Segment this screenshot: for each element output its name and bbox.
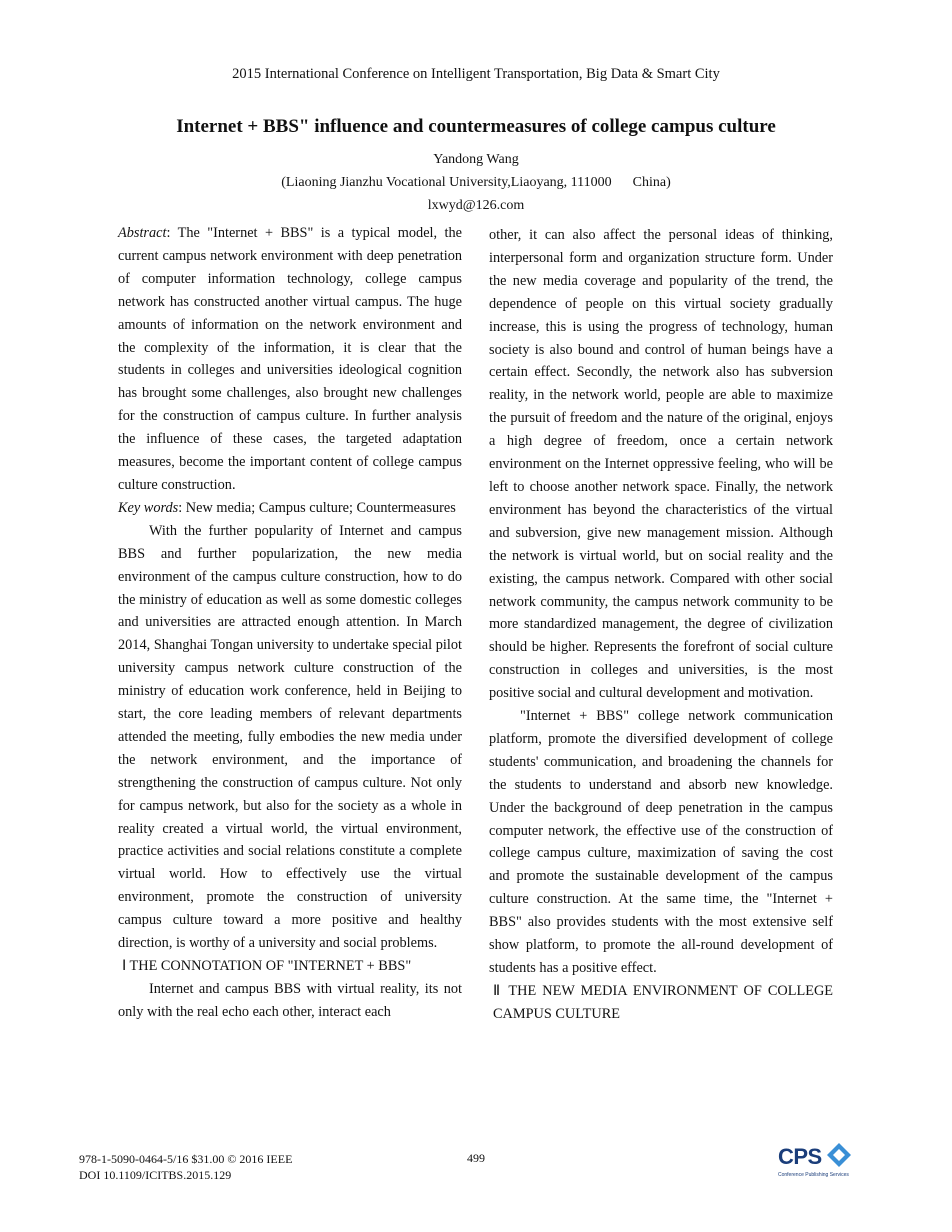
keywords-text: : New media; Campus culture; Countermeasures xyxy=(178,499,456,516)
paper-title: Internet + BBS" influence and countermeasures of college campus culture xyxy=(176,116,776,137)
author-affiliation: (Liaoning Jianzhu Vocational University,Liaoyang, 111000 China) xyxy=(281,175,671,190)
abstract-text: : The "Internet + BBS" is a typical model, the current campus network environment with deep penetration of computer information technology, college campus network has constructed another virtual campus. The huge amounts of information on the network environment and the complexity of the information, it is clear that the students in colleges and universities ideological cognition has brought some challenges, also brought new challenges for the construction of campus culture. In further analysis the influence of these cases, the targeted adaptation measures, become the important content of college campus culture construction. xyxy=(118,225,462,493)
body-paragraph: other, it can also affect the personal ideas of thinking, interpersonal form and organization structure form. Under the new media coverage and popularity of the trend, the dependence of people on this virtual society gradually increase, this is using the progress of technology, human society is also bound and control of human beings have a certain effect. Secondly, the network also has subversion reality, in the network world, people are able to maximize the pursuit of freedom and the nature of the original, enjoys a high degree of freedom, once a certain network environment on the Internet oppressive feeling, who will be left to choose another network space. Finally, the network environment has beyond the characteristics of the virtual and subversion, give new management mission. Although the network is virtual world, but on social reality and the existing, the campus network. Compared with other social network community, the campus network community to be more standardized management, the degree of civilization should be higher. Represents the forefront of social culture construction in colleges and universities, is the most positive social and cultural development and motivation. xyxy=(489,227,833,702)
cps-logo-subtitle: Conference Publishing Services xyxy=(778,1172,849,1178)
author-email: lxwyd@126.com xyxy=(427,198,525,213)
left-column xyxy=(118,222,462,1024)
body-paragraph: Internet and campus BBS with virtual reality, its not only with the real echo each other, interact each xyxy=(118,980,462,1020)
keywords xyxy=(118,497,462,520)
doi-line: DOI 10.1109/ICITBS.2015.129 xyxy=(79,1168,232,1182)
section-heading-1: Ⅰ THE CONNOTATION OF "INTERNET + BBS" xyxy=(122,958,412,974)
diamond-icon xyxy=(826,1142,852,1168)
page-number: 499 xyxy=(467,1151,485,1165)
abstract-label: Abstract xyxy=(118,225,167,241)
isbn-line: 978-1-5090-0464-5/16 $31.00 © 2016 IEEE xyxy=(79,1152,293,1166)
author-name: Yandong Wang xyxy=(433,152,519,167)
right-column xyxy=(489,224,833,1026)
abstract xyxy=(118,222,462,497)
conference-name: 2015 International Conference on Intelligent Transportation, Big Data & Smart City xyxy=(232,66,720,82)
section-heading-2: Ⅱ THE NEW MEDIA ENVIRONMENT OF COLLEGE CAMPUS CULTURE xyxy=(493,982,833,1022)
body-paragraph: With the further popularity of Internet and campus BBS and further popularization, the new media environment of the campus culture construction, how to do the ministry of education as well as some domestic colleges and universities are attracted enough attention. In March 2014, Shanghai Tongan university to undertake special pilot university campus network culture construction of the ministry of education work conference, held in Beijing to start, the core leading members of relevant departments attended the meeting, fully embodies the new media under the network environment, and the importance of strengthening the construction of campus culture. Not only for campus network, but also for the society as a whole in reality created a virtual world, the virtual environment, practice activities and social relations constitute a complete virtual world. How to effectively use the virtual environment, promote the construction of university campus culture toward a more positive and healthy direction, is worthy of a university and social problems. xyxy=(118,522,462,952)
body-paragraph: "Internet + BBS" college network communication platform, promote the diversified development of college students' communication, and broadening the channels for the students to understand and absorb new knowledge. Under the background of deep penetration in the campus computer network, the effective use of the construction of college campus culture, maximization of saving the cost and promote the sustainable development of the campus culture construction. At the same time, the "Internet + BBS" also provides students with the most extensive self show platform, to promote the all-round development of students has a positive effect. xyxy=(489,708,833,976)
keywords-label: Key words xyxy=(118,499,179,516)
cps-logo-text: CPS xyxy=(778,1144,822,1169)
cps-logo xyxy=(778,1138,858,1184)
